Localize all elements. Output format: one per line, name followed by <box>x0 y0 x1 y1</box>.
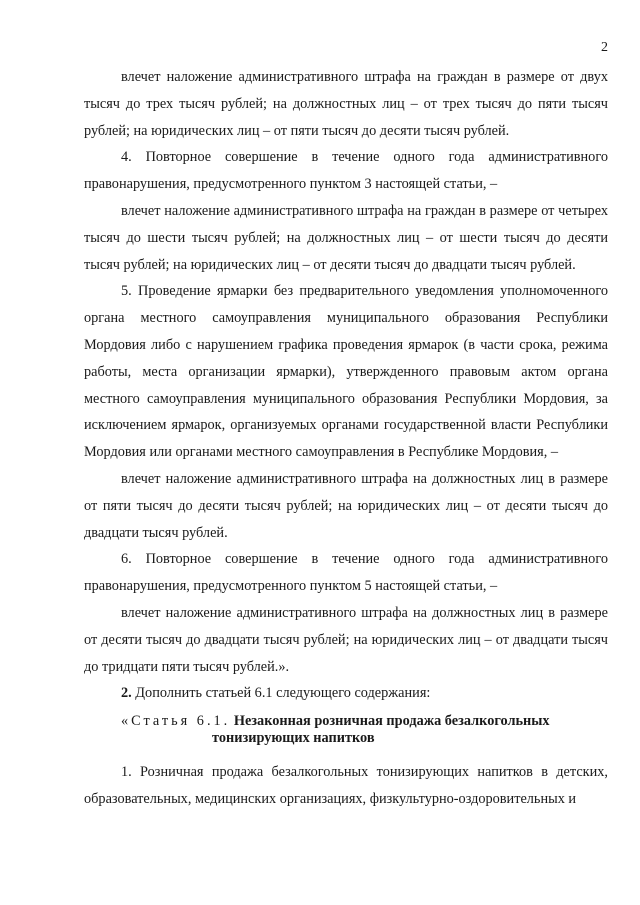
article-heading <box>84 713 608 747</box>
paragraph-penalty-4: влечет наложение административного штрафа на граждан в размере от четырех тысяч до шести тысяч рублей; на должностных лиц – от шести тысяч до десяти тысяч рублей; на юридических лиц – от десяти тысяч до двадцати тысяч рублей. <box>84 202 608 273</box>
paragraph-article-item-1: 1. Розничная продажа безалкогольных тонизирующих напитков в детских, образовательных, медицинских организациях, физкультурно-оздоровительных и <box>84 764 608 807</box>
paragraph-item-4: 4. Повторное совершение в течение одного года административного правонарушения, предусмотренного пунктом 3 настоящей статьи, – <box>84 149 608 193</box>
amendment-number: 2. <box>121 685 132 702</box>
article-prefix: «Статья 6.1. <box>121 713 231 730</box>
paragraph-amendment-2 <box>84 680 608 707</box>
page-number: 2 <box>601 40 608 55</box>
article-title-line2: тонизирующих напитков <box>212 730 375 747</box>
paragraph-penalty-3: влечет наложение административного штрафа на граждан в размере от двух тысяч до трех тысяч рублей; на должностных лиц – от трех тысяч до пяти тысяч рублей; на юридических лиц – от пяти тысяч до десяти тысяч рублей. <box>84 69 608 139</box>
paragraph-item-6: 6. Повторное совершение в течение одного года административного правонарушения, предусмотренного пунктом 5 настоящей статьи, – <box>84 551 608 595</box>
article-title-line1: Незаконная розничная продажа безалкогольных <box>233 713 550 730</box>
document-body <box>84 64 608 813</box>
paragraph-penalty-5: влечет наложение административного штрафа на должностных лиц в размере от пяти тысяч до десяти тысяч рублей; на юридических лиц – от десяти тысяч до двадцати тысяч рублей. <box>84 470 608 541</box>
paragraph-item-5: 5. Проведение ярмарки без предварительного уведомления уполномоченного органа местного самоуправления муниципального образования Республики Мордовия либо с нарушением графика проведения ярмарок (в части срока, режима работы, места организации ярмарки), утвержденного правовым актом органа местного самоуправления муниципального образования Республики Мордовия, за исключением ярмарок, организуемых органами государственной власти Республики Мордовия или органами местного самоуправления в Республике Мордовия, – <box>84 283 608 461</box>
amendment-text: Дополнить статьей 6.1 следующего содержания: <box>131 685 431 702</box>
paragraph-penalty-6: влечет наложение административного штрафа на должностных лиц в размере от десяти тысяч до двадцати тысяч рублей; на юридических лиц – от двадцати тысяч до тридцати пяти тысяч рублей.». <box>84 604 608 675</box>
